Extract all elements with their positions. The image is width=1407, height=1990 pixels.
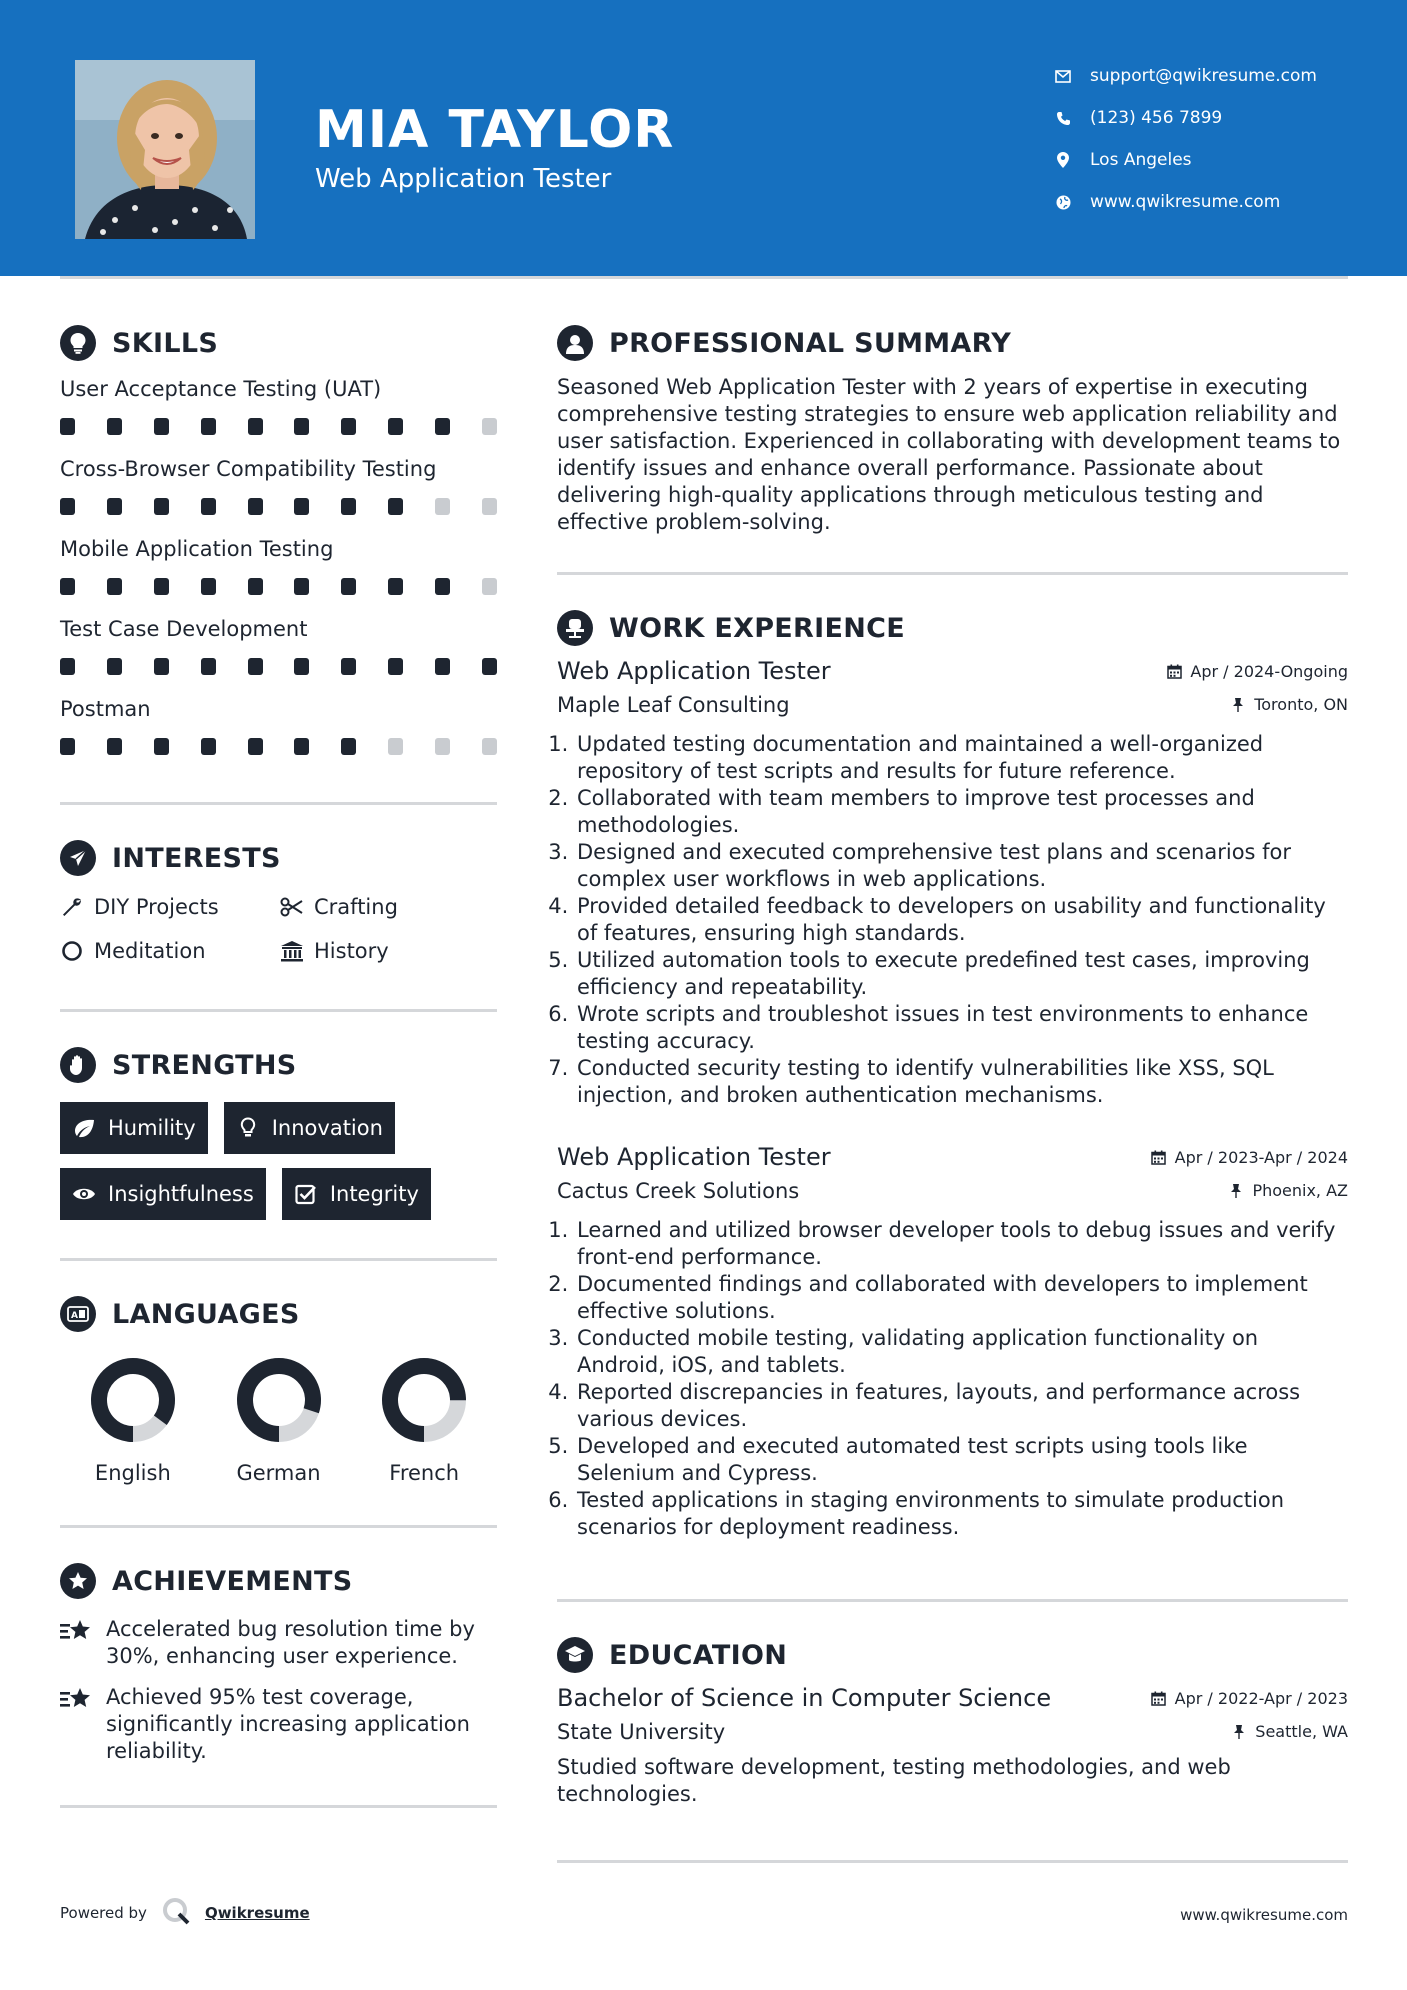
rating-dot [154, 578, 169, 595]
skill-rating [60, 564, 497, 608]
section-divider [60, 1258, 497, 1261]
duty-item: 4. Provided detailed feedback to developers on usability and functionality of features, ensuring high standards. [575, 893, 1348, 947]
rating-dot [388, 658, 403, 675]
duty-item: 3. Conducted mobile testing, validating application functionality on Android, iOS, and tablets. [575, 1325, 1348, 1379]
envelope-icon [1054, 67, 1072, 85]
education-location [1231, 1722, 1348, 1741]
rating-dot [248, 498, 263, 515]
duty-item: 3. Designed and executed comprehensive test plans and scenarios for complex user workflows in web applications. [575, 839, 1348, 893]
skill-name: User Acceptance Testing (UAT) [60, 377, 382, 401]
company-name: Cactus Creek Solutions [557, 1179, 800, 1203]
strength-badge [60, 1102, 208, 1154]
svg-text:A: A [71, 1311, 78, 1321]
rating-dot [435, 578, 450, 595]
job-location-text: Phoenix, AZ [1252, 1181, 1348, 1200]
skill-name: Cross-Browser Compatibility Testing [60, 457, 437, 481]
strength-label: Insightfulness [108, 1182, 254, 1206]
language-level-donut [381, 1357, 467, 1443]
achievement-item [60, 1684, 497, 1765]
job-title: Web Application Tester [557, 657, 831, 685]
section-divider [557, 1599, 1348, 1602]
calendar-icon [1166, 664, 1182, 680]
achievements-title: ACHIEVEMENTS [112, 1565, 353, 1597]
strength-label: Innovation [271, 1116, 383, 1140]
languages-list [60, 1357, 497, 1485]
language-item [351, 1357, 497, 1485]
skill-name: Test Case Development [60, 617, 308, 641]
calendar-icon [1151, 1150, 1167, 1166]
language-name: French [389, 1461, 460, 1485]
rating-dot [388, 578, 403, 595]
summary-title: PROFESSIONAL SUMMARY [609, 327, 1012, 359]
circle-icon [60, 939, 84, 963]
strength-label: Humility [108, 1116, 196, 1140]
interest-item [280, 935, 497, 967]
skill-rating [60, 644, 497, 688]
summary-text: Seasoned Web Application Tester with 2 years of expertise in executing comprehensive testing strategies to ensure web application reliability and user satisfaction. Experienced in collaborating with development teams to identify issues and enhance overall performance. Passionate about delivering high-quality applications through meticulous testing and effective problem-solving. [557, 375, 1341, 534]
duty-item: 1. Learned and utilized browser developer tools to debug issues and verify front-end performance. [575, 1217, 1348, 1271]
section-divider [557, 1860, 1348, 1863]
languages-title: LANGUAGES [112, 1298, 300, 1330]
rating-dot [107, 738, 122, 755]
rating-dot [107, 498, 122, 515]
rating-dot [482, 738, 497, 755]
check-square-icon [294, 1182, 318, 1206]
rating-dot [435, 418, 450, 435]
hand-icon [60, 1047, 96, 1083]
skills-list [60, 374, 497, 768]
skills-title: SKILLS [112, 327, 219, 359]
education-location-text: Seattle, WA [1255, 1722, 1348, 1741]
duty-item: 2. Collaborated with team members to improve test processes and methodologies. [575, 785, 1348, 839]
section-divider [557, 572, 1348, 575]
job-location [1230, 695, 1348, 714]
section-divider [60, 1805, 497, 1808]
candidate-name: MIA TAYLOR [315, 100, 675, 160]
language-level-donut [236, 1357, 322, 1443]
rating-dot [60, 498, 75, 515]
education-description: Studied software development, testing methodologies, and web technologies. [557, 1755, 1231, 1806]
rating-dot [248, 658, 263, 675]
duty-list [557, 1217, 1348, 1541]
duty-item: 2. Documented findings and collaborated with developers to implement effective solutions. [575, 1271, 1348, 1325]
wrench-icon [60, 895, 84, 919]
museum-icon [280, 939, 304, 963]
education-title: EDUCATION [609, 1639, 788, 1671]
rating-dot [294, 418, 309, 435]
interest-label: Crafting [314, 895, 398, 919]
job-entry [557, 1143, 1348, 1541]
rating-dot [60, 578, 75, 595]
rating-dot [435, 738, 450, 755]
phone-icon [1054, 109, 1072, 127]
section-divider [60, 1525, 497, 1528]
globe-icon [1054, 193, 1072, 211]
resume-header [0, 0, 1407, 276]
skill-name: Mobile Application Testing [60, 537, 334, 561]
degree-title: Bachelor of Science in Computer Science [557, 1684, 1052, 1712]
user-icon [557, 325, 593, 361]
rating-dot [482, 498, 497, 515]
section-divider [60, 802, 497, 805]
interest-item [280, 891, 497, 923]
rating-dot [201, 578, 216, 595]
contact-website[interactable] [1054, 181, 1317, 223]
job-date [1166, 662, 1348, 681]
job-entry [557, 657, 1348, 1109]
contact-location [1054, 139, 1317, 181]
rating-dot [482, 578, 497, 595]
achievements-heading [60, 1556, 497, 1606]
rating-dot [248, 418, 263, 435]
achievement-text: Accelerated bug resolution time by 30%, enhancing user experience. [106, 1617, 475, 1668]
duty-item: 7. Conducted security testing to identify vulnerabilities like XSS, SQL injection, and broken authentication mechanisms. [575, 1055, 1348, 1109]
skill-rating [60, 724, 497, 768]
job-date-text: Apr / 2023-Apr / 2024 [1174, 1148, 1348, 1167]
star-list-icon [60, 1686, 92, 1718]
duty-item: 1. Updated testing documentation and maintained a well-organized repository of test scripts and results for future reference. [575, 731, 1348, 785]
qwikresume-logo-icon [161, 1896, 191, 1930]
skill-rating [60, 404, 497, 448]
left-column [60, 318, 497, 1808]
rating-dot [294, 578, 309, 595]
lightbulb-icon [60, 325, 96, 361]
duty-item: 6. Tested applications in staging environments to simulate production scenarios for deployment readiness. [575, 1487, 1348, 1541]
contact-phone-text: (123) 456 7899 [1090, 108, 1223, 128]
right-column [557, 318, 1348, 1863]
skills-heading [60, 318, 497, 368]
interest-label: Meditation [94, 939, 206, 963]
pushpin-icon [1230, 697, 1246, 713]
rating-dot [435, 658, 450, 675]
school-name: State University [557, 1720, 726, 1744]
job-title: Web Application Tester [557, 1143, 831, 1171]
experience-heading [557, 603, 1348, 653]
rating-dot [201, 498, 216, 515]
interest-label: DIY Projects [94, 895, 219, 919]
contact-phone[interactable] [1054, 97, 1317, 139]
strength-badge [282, 1168, 431, 1220]
candidate-title: Web Application Tester [315, 164, 612, 194]
footer-website[interactable]: www.qwikresume.com [1180, 1906, 1348, 1924]
rating-dot [482, 658, 497, 675]
rating-dot [341, 578, 356, 595]
language-name: German [236, 1461, 321, 1485]
language-name: English [94, 1461, 171, 1485]
rating-dot [154, 498, 169, 515]
star-badge-icon [60, 1563, 96, 1599]
rating-dot [107, 578, 122, 595]
job-location [1228, 1181, 1348, 1200]
strengths-title: STRENGTHS [112, 1049, 297, 1081]
paper-plane-icon [60, 840, 96, 876]
rating-dot [482, 418, 497, 435]
duty-item: 4. Reported discrepancies in features, layouts, and performance across various devices. [575, 1379, 1348, 1433]
education-heading [557, 1630, 1348, 1680]
rating-dot [60, 418, 75, 435]
interest-item [60, 935, 280, 967]
education-date-text: Apr / 2022-Apr / 2023 [1174, 1689, 1348, 1708]
rating-dot [248, 578, 263, 595]
rating-dot [341, 738, 356, 755]
rating-dot [294, 498, 309, 515]
duty-item: 5. Developed and executed automated test scripts using tools like Selenium and Cypress. [575, 1433, 1348, 1487]
rating-dot [201, 738, 216, 755]
eye-icon [72, 1182, 96, 1206]
interest-item [60, 891, 280, 923]
language-item [60, 1357, 206, 1485]
rating-dot [60, 738, 75, 755]
contact-email[interactable] [1054, 55, 1317, 97]
map-pin-icon [1054, 151, 1072, 169]
job-date [1151, 1148, 1348, 1167]
language-item [206, 1357, 352, 1485]
rating-dot [201, 418, 216, 435]
rating-dot [294, 738, 309, 755]
rating-dot [435, 498, 450, 515]
interests-list [60, 891, 497, 967]
rating-dot [294, 658, 309, 675]
scissors-icon [280, 895, 304, 919]
contact-list [1054, 55, 1317, 223]
section-divider [60, 1009, 497, 1012]
experience-title: WORK EXPERIENCE [609, 612, 905, 644]
languages-heading [60, 1289, 497, 1339]
contact-location-text: Los Angeles [1090, 150, 1192, 170]
pushpin-icon [1228, 1183, 1244, 1199]
lightbulb-icon [236, 1116, 260, 1140]
skill-name: Postman [60, 697, 151, 721]
summary-heading [557, 318, 1348, 368]
interests-title: INTERESTS [112, 842, 281, 874]
strengths-heading [60, 1040, 497, 1090]
strength-label: Integrity [329, 1182, 419, 1206]
job-location-text: Toronto, ON [1254, 695, 1348, 714]
duty-item: 5. Utilized automation tools to execute predefined test cases, improving efficiency and repeatability. [575, 947, 1348, 1001]
education-date [1151, 1689, 1348, 1708]
language-icon [60, 1296, 96, 1332]
briefcase-chair-icon [557, 610, 593, 646]
strengths-list [60, 1102, 497, 1220]
duty-list [557, 731, 1348, 1109]
skill-rating [60, 484, 497, 528]
footer-branding [60, 1896, 310, 1930]
rating-dot [388, 738, 403, 755]
rating-dot [388, 418, 403, 435]
leaf-icon [72, 1116, 96, 1140]
contact-email-text: support@qwikresume.com [1090, 66, 1317, 86]
duty-item: 6. Wrote scripts and troubleshot issues in test environments to enhance testing accuracy. [575, 1001, 1348, 1055]
company-name: Maple Leaf Consulting [557, 693, 790, 717]
star-list-icon [60, 1618, 92, 1650]
language-level-donut [90, 1357, 176, 1443]
job-date-text: Apr / 2024-Ongoing [1190, 662, 1348, 681]
interests-heading [60, 833, 497, 883]
rating-dot [60, 658, 75, 675]
rating-dot [388, 498, 403, 515]
strength-badge [60, 1168, 266, 1220]
graduation-icon [557, 1637, 593, 1673]
profile-photo [75, 60, 255, 239]
header-divider [60, 276, 1348, 279]
achievement-item [60, 1616, 497, 1670]
rating-dot [154, 658, 169, 675]
strength-badge [224, 1102, 395, 1154]
rating-dot [248, 738, 263, 755]
achievement-text: Achieved 95% test coverage, significantly increasing application reliability. [106, 1685, 470, 1763]
rating-dot [341, 418, 356, 435]
pushpin-icon [1231, 1724, 1247, 1740]
calendar-icon [1151, 1691, 1167, 1707]
interest-label: History [314, 939, 389, 963]
rating-dot [107, 418, 122, 435]
rating-dot [341, 658, 356, 675]
rating-dot [154, 738, 169, 755]
qwikresume-link[interactable]: Qwikresume [204, 1904, 310, 1922]
rating-dot [154, 418, 169, 435]
rating-dot [341, 498, 356, 515]
powered-by-text: Powered by [60, 1904, 147, 1922]
contact-website-text: www.qwikresume.com [1090, 192, 1281, 212]
rating-dot [107, 658, 122, 675]
rating-dot [201, 658, 216, 675]
